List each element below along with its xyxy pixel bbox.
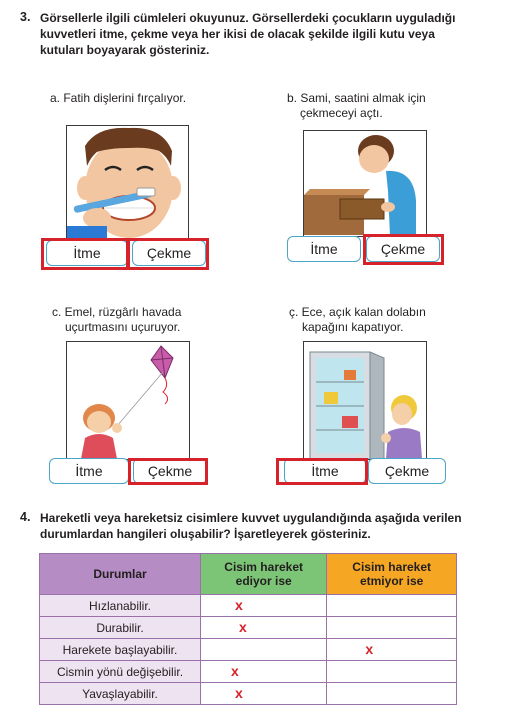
cell-not-moving[interactable] [327, 595, 457, 617]
item-a-caption-line-1: a. Fatih dişlerini fırçalıyor. [50, 91, 187, 105]
question-3-line-1: Görsellerle ilgili cümleleri okuyunuz. Görsellerdeki çocukların uyguladığı [40, 11, 456, 25]
item-a-illustration [66, 125, 189, 240]
girl-closing-fridge-icon [304, 342, 426, 459]
table-row [40, 617, 457, 639]
cell-not-moving[interactable] [327, 617, 457, 639]
item-a-itme-box[interactable]: İtme [46, 240, 128, 266]
cell-moving[interactable] [201, 595, 327, 617]
item-cc-itme-selection [276, 458, 368, 485]
item-b-cekme-box[interactable]: Çekme [366, 236, 440, 262]
row-label: Durabilir. [40, 617, 201, 639]
item-c-caption [52, 305, 181, 335]
cell-moving[interactable] [201, 661, 327, 683]
table-row [40, 683, 457, 705]
item-c-illustration [66, 341, 190, 460]
header-durumlar: Durumlar [40, 554, 201, 595]
item-cc-caption-line-2: kapağını kapatıyor. [302, 320, 404, 334]
item-b-caption [287, 91, 426, 121]
x-mark: x [365, 641, 374, 657]
item-cc-illustration [303, 341, 427, 460]
states-table [39, 553, 457, 705]
girl-flying-kite-icon [67, 342, 189, 459]
row-label: Cismin yönü değişebilir. [40, 661, 201, 683]
cell-not-moving[interactable] [327, 639, 457, 661]
cell-moving[interactable] [201, 683, 327, 705]
x-mark: x [235, 685, 243, 701]
question-3-line-2: kuvvetleri itme, çekme veya her ikisi de olacak şekilde ilgili kutu veya [40, 27, 435, 41]
boy-opening-drawer-icon [304, 131, 426, 236]
item-cc-caption [289, 305, 426, 335]
item-c-itme-box[interactable]: İtme [49, 458, 129, 484]
question-4-line-1: Hareketli veya hareketsiz cisimlere kuvvet uygulandığında aşağıda verilen [40, 511, 462, 525]
row-label: Hızlanabilir. [40, 595, 201, 617]
item-a-cekme-box[interactable]: Çekme [132, 240, 206, 266]
item-a-cekme-selection [127, 238, 209, 270]
item-a-itme-selection [41, 238, 129, 270]
header-not-moving: Cisim hareket etmiyor ise [327, 554, 457, 595]
x-mark: x [239, 619, 247, 635]
table-row [40, 639, 457, 661]
table-header-row [40, 554, 457, 595]
question-4-line-2: durumlardan hangileri oluşabilir? İşaretleyerek gösteriniz. [40, 527, 371, 541]
item-cc-caption-line-1: ç. Ece, açık kalan dolabın [289, 305, 426, 319]
cell-not-moving[interactable] [327, 683, 457, 705]
item-c-cekme-selection [128, 458, 208, 485]
question-3-text [40, 10, 500, 58]
table-row [40, 661, 457, 683]
item-cc-itme-box[interactable]: İtme [284, 458, 366, 484]
header-moving: Cisim hareket ediyor ise [201, 554, 327, 595]
question-3-line-3: kutuları boyayarak gösteriniz. [40, 43, 210, 57]
item-cc-cekme-box[interactable]: Çekme [368, 458, 446, 484]
question-4-text [40, 510, 510, 542]
item-b-illustration [303, 130, 427, 237]
boy-brushing-teeth-icon [67, 126, 188, 239]
cell-moving[interactable] [201, 639, 327, 661]
item-b-cekme-selection [363, 234, 444, 265]
item-b-caption-line-2: çekmeceyi açtı. [300, 106, 383, 120]
item-c-caption-line-2: uçurtmasını uçuruyor. [65, 320, 181, 334]
cell-not-moving[interactable] [327, 661, 457, 683]
x-mark: x [231, 663, 239, 679]
question-3-number: 3. [20, 10, 31, 24]
item-c-caption-line-1: c. Emel, rüzgârlı havada [52, 305, 182, 319]
x-mark: x [235, 597, 243, 613]
question-4-number: 4. [20, 510, 31, 524]
row-label: Harekete başlayabilir. [40, 639, 201, 661]
item-b-itme-box[interactable]: İtme [287, 236, 361, 262]
item-b-caption-line-1: b. Sami, saatini almak için [287, 91, 426, 105]
table-row [40, 595, 457, 617]
row-label: Yavaşlayabilir. [40, 683, 201, 705]
item-a-caption [50, 91, 186, 106]
cell-moving[interactable] [201, 617, 327, 639]
item-c-cekme-box[interactable]: Çekme [133, 458, 207, 484]
